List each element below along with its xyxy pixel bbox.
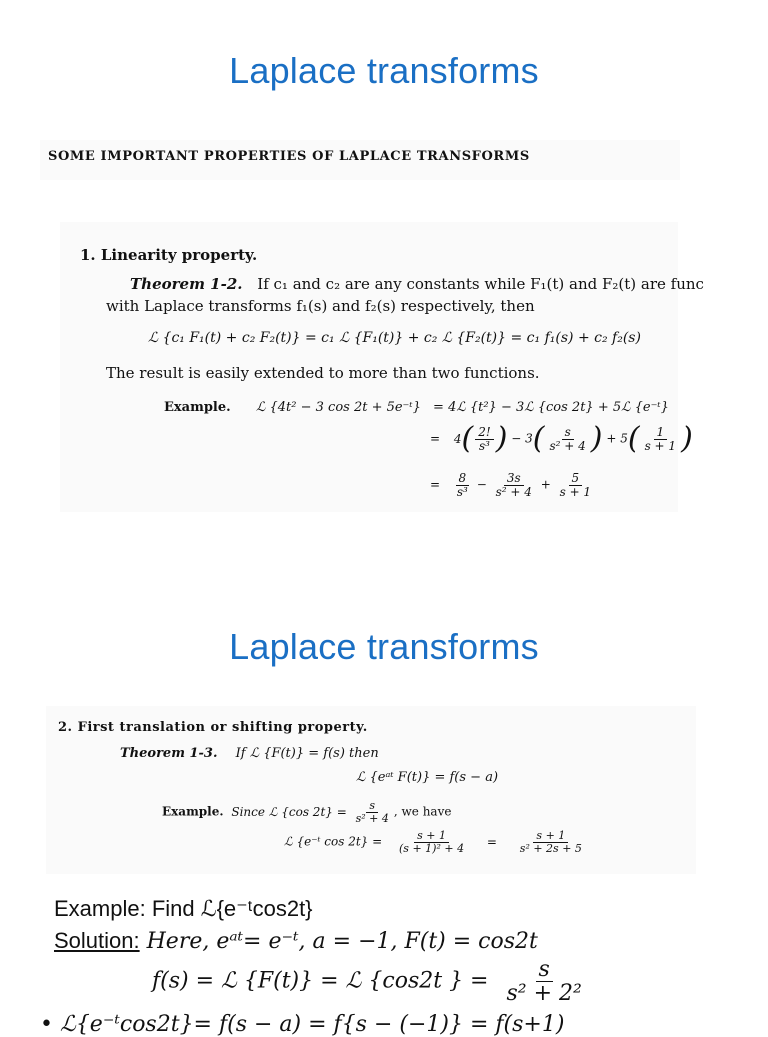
notes-example-line: Example: Find ℒ{e⁻ᵗcos2t} bbox=[54, 896, 313, 921]
fraction-numerator: s + 1 bbox=[533, 830, 568, 843]
shift-example-label: Example. bbox=[162, 804, 224, 819]
property-title: 1. Linearity property. bbox=[80, 246, 258, 264]
shift-since-text: Since ℒ {cos 2t} = bbox=[231, 804, 347, 819]
operator: + 5 bbox=[606, 431, 628, 446]
paren-open: ( bbox=[532, 421, 545, 456]
notes-solution-line bbox=[54, 928, 538, 954]
shift-result-line bbox=[284, 830, 587, 854]
shift-property-title: 2. First translation or shifting property. bbox=[58, 720, 368, 735]
scanned-theorem-area bbox=[60, 222, 704, 512]
scanned-shift-area bbox=[46, 706, 696, 874]
theorem-label: Theorem 1-2. bbox=[130, 275, 243, 293]
operator: − 3 bbox=[511, 431, 533, 446]
fraction-denominator: s + 1 bbox=[559, 484, 592, 499]
shift-theorem-label: Theorem 1-3. bbox=[120, 746, 218, 761]
fraction bbox=[353, 800, 392, 824]
coef-4: 4 bbox=[453, 431, 462, 446]
theorem-line-1 bbox=[130, 275, 704, 293]
paren-close: ) bbox=[590, 421, 603, 456]
solution-label: Solution: bbox=[54, 928, 140, 953]
fraction-denominator: s² + 4 bbox=[549, 438, 586, 453]
shift-we-have: , we have bbox=[393, 804, 452, 819]
paren-close: ) bbox=[681, 421, 693, 456]
fraction bbox=[547, 426, 589, 452]
example-line-3 bbox=[430, 472, 596, 498]
fraction bbox=[642, 426, 679, 452]
section-heading: SOME IMPORTANT PROPERTIES OF LAPLACE TRANSFORMS bbox=[48, 149, 530, 164]
fraction-numerator: 5 bbox=[569, 472, 583, 486]
fraction bbox=[557, 472, 594, 498]
eq-sign: = bbox=[430, 477, 441, 492]
fraction-numerator: s bbox=[366, 800, 378, 813]
theorem-text: If c₁ and c₂ are any constants while F₁(t) and F₂(t) are func bbox=[257, 275, 704, 293]
fraction bbox=[454, 472, 471, 498]
example-lhs: ℒ {4t² − 3 cos 2t + 5e⁻ᵗ} bbox=[256, 400, 421, 415]
notes-last-line: • ℒ{e⁻ᵗcos2t}= f(s − a) = f{s − (−1)} = f(s+1) bbox=[40, 1012, 565, 1037]
fraction-denominator: s² + 4 bbox=[355, 811, 389, 825]
fraction-denominator: (s + 1)² + 4 bbox=[399, 841, 465, 855]
theorem-line-2: with Laplace transforms f₁(s) and f₂(s) respectively, then bbox=[106, 297, 535, 315]
eq-sign: = bbox=[430, 431, 441, 446]
example-line-1 bbox=[256, 400, 669, 415]
fraction-denominator: s² + 2s + 5 bbox=[519, 841, 582, 855]
extension-text: The result is easily extended to more than two functions. bbox=[106, 364, 540, 382]
fraction-numerator: s + 1 bbox=[414, 830, 449, 843]
fs-expression: f(s) = ℒ {F(t)} = ℒ {cos2t } = bbox=[152, 968, 489, 994]
fraction-denominator: s² + 4 bbox=[495, 484, 532, 499]
fraction-denominator: s³ bbox=[479, 438, 490, 453]
fraction-numerator: 2! bbox=[475, 426, 493, 440]
fraction bbox=[396, 830, 467, 854]
shift-lhs: ℒ {e⁻ᵗ cos 2t} = bbox=[284, 834, 383, 849]
eq-sign: = bbox=[486, 834, 497, 849]
fraction-numerator: 3s bbox=[504, 472, 524, 486]
solution-text: Here, eᵃᵗ= e⁻ᵗ, a = −1, F(t) = cos2t bbox=[146, 929, 538, 954]
paren-close: ) bbox=[495, 421, 508, 456]
notes-fs-line bbox=[152, 958, 587, 1005]
operator: − bbox=[476, 477, 487, 492]
shift-example-line bbox=[162, 800, 451, 824]
shift-theorem-if: If ℒ {F(t)} = f(s) then bbox=[235, 746, 379, 761]
example-label: Example. bbox=[164, 400, 231, 415]
fraction-numerator: s bbox=[536, 958, 553, 982]
shift-theorem-line bbox=[120, 746, 379, 761]
fraction bbox=[517, 830, 585, 854]
example-rhs: = 4ℒ {t²} − 3ℒ {cos 2t} + 5ℒ {e⁻ᵗ} bbox=[433, 400, 669, 415]
fraction bbox=[504, 958, 585, 1005]
paren-open: ( bbox=[627, 421, 640, 456]
linearity-formula: ℒ {c₁ F₁(t) + c₂ F₂(t)} = c₁ ℒ {F₁(t)} + c₂ ℒ {F₂(t)} = c₁ f₁(s) + c₂ f₂(s) bbox=[148, 330, 641, 346]
fraction bbox=[475, 426, 493, 452]
fraction-numerator: 8 bbox=[456, 472, 470, 486]
fraction bbox=[493, 472, 535, 498]
fraction-numerator: 1 bbox=[654, 426, 668, 440]
scanned-heading-area bbox=[40, 140, 680, 180]
slide-title: Laplace transforms bbox=[229, 50, 539, 91]
fraction-denominator: s² + 2² bbox=[506, 981, 582, 1007]
fraction-denominator: s + 1 bbox=[644, 438, 677, 453]
operator: + bbox=[540, 477, 551, 492]
slide-title-2: Laplace transforms bbox=[229, 626, 539, 667]
fraction-denominator: s³ bbox=[456, 484, 468, 499]
example-line-2 bbox=[430, 421, 693, 456]
fraction-numerator: s bbox=[562, 426, 574, 440]
shift-theorem-result: ℒ {eᵃᵗ F(t)} = f(s − a) bbox=[356, 770, 499, 785]
paren-open: ( bbox=[461, 421, 474, 456]
